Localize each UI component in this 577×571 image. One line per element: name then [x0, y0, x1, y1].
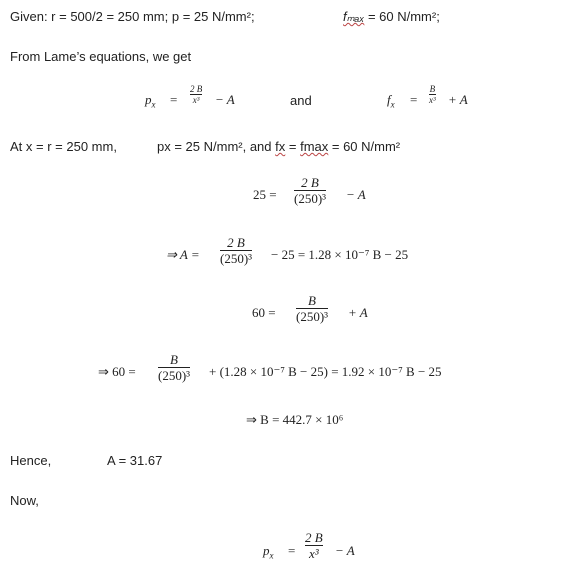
at-radius: At x = r = 250 mm,: [10, 139, 117, 154]
eq4-tail: + A: [348, 305, 368, 320]
eq3-fraction: [220, 235, 252, 266]
fmax-value: = 60 N/mm²;: [364, 9, 440, 24]
eq5-numerator: B: [170, 352, 178, 367]
eq7-denominator: x³: [309, 546, 319, 561]
hence-a-value: A = 31.67: [107, 453, 163, 468]
eq2-numerator: 2 B: [301, 175, 319, 190]
bc-fmax: fmax: [300, 139, 329, 154]
boundary-conditions: [157, 139, 400, 155]
eq7-px: $p_x$: [263, 543, 274, 561]
eq4-denominator: (250)³: [296, 309, 329, 324]
bc-px: px = 25 N/mm², and: [157, 139, 276, 154]
eq3-tail: − 25 = 1.28 × 10⁻⁷ B − 25: [271, 247, 409, 262]
bc-fx: fx: [275, 139, 286, 154]
fmax-symbol: fₘₐₓ: [343, 9, 365, 24]
eq4-lhs: 60 =: [252, 305, 276, 320]
eq6-b-value: ⇒ B = 442.7 × 10⁶: [246, 412, 344, 427]
now-label: Now,: [10, 493, 39, 508]
eq1-px: $p_x$: [145, 92, 156, 110]
lame-intro: From Lame’s equations, we get: [10, 49, 192, 64]
fmax-given: [343, 9, 440, 25]
eq2-denominator: (250)³: [294, 191, 327, 206]
bc-eq: =: [285, 139, 301, 154]
eq7-numerator: 2 B: [305, 530, 323, 545]
eq2-lhs: 25 =: [253, 187, 277, 202]
eq5-denominator: (250)³: [158, 368, 191, 383]
eq3-denominator: (250)³: [220, 251, 253, 266]
eq1-equals-2: =: [410, 92, 418, 107]
eq5-tail: + (1.28 × 10⁻⁷ B − 25) = 1.92 × 10⁻⁷ B − 25: [209, 364, 442, 379]
bc-val: = 60 N/mm²: [328, 139, 401, 154]
eq5-fraction: [158, 352, 190, 383]
eq1-fraction-2: [429, 84, 436, 105]
eq3-numerator: 2 B: [227, 235, 245, 250]
eq1-fraction: [190, 84, 202, 105]
eq1-numerator: 2 B: [190, 84, 203, 94]
eq4-numerator: B: [308, 293, 316, 308]
eq2-tail: − A: [346, 187, 366, 202]
eq7-tail: − A: [335, 543, 355, 558]
eq7-equals: =: [288, 543, 296, 558]
eq1-tail: − A: [215, 92, 235, 107]
eq1-denominator-2: x³: [429, 95, 436, 105]
hence-label: Hence,: [10, 453, 52, 468]
eq4-fraction: [296, 293, 328, 324]
eq5-lhs: ⇒ 60 =: [98, 364, 136, 379]
eq2-fraction: [294, 175, 326, 206]
given-text: Given: r = 500/2 = 250 mm; p = 25 N/mm²;: [10, 9, 255, 24]
eq1-fx: $f_x$: [387, 92, 395, 110]
eq1-denominator: x³: [192, 95, 200, 105]
eq7-fraction: [305, 530, 323, 561]
given-line: [10, 9, 255, 25]
eq3-lhs: ⇒ A =: [166, 247, 200, 262]
eq1-tail-2: + A: [448, 92, 468, 107]
eq1-numerator-2: B: [429, 84, 436, 94]
eq1-equals: =: [170, 92, 178, 107]
eq1-and: and: [290, 93, 312, 108]
